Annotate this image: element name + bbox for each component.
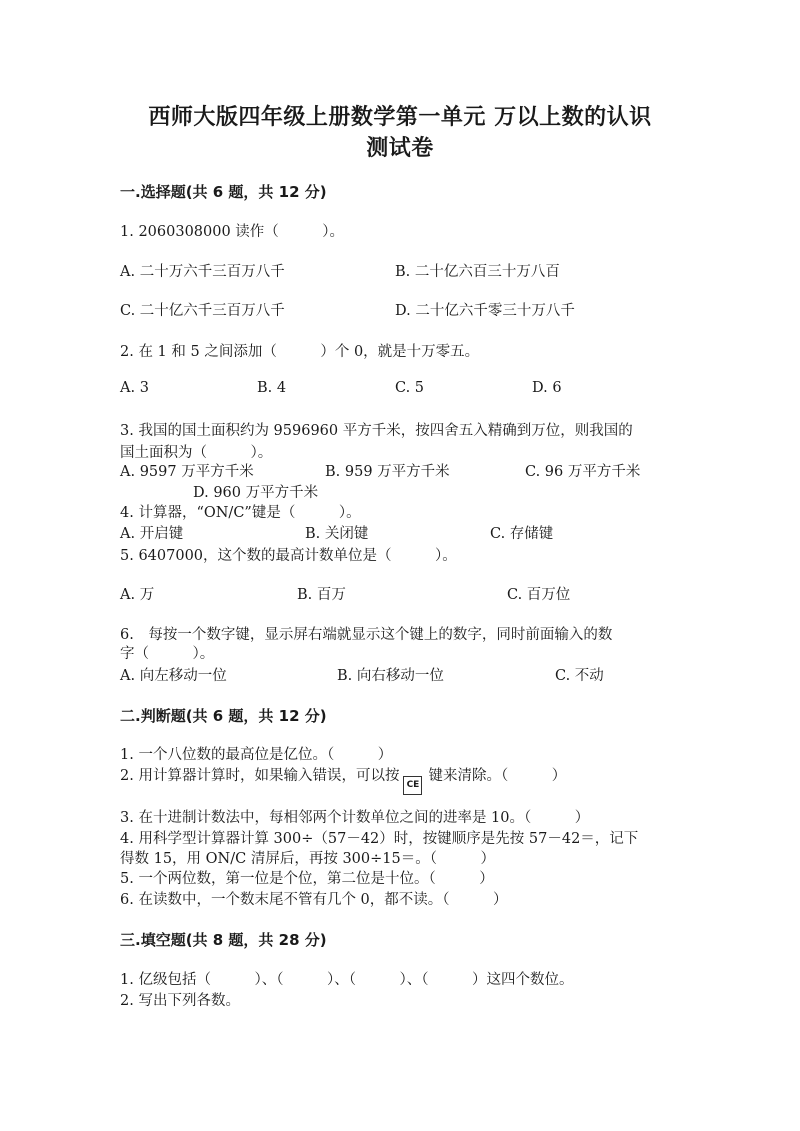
option-b: B. 二十亿六百三十万八百 (395, 264, 560, 280)
question-stem: 5. 一个两位数，第一位是个位，第二位是十位。（ ） (120, 871, 494, 887)
option-b: B. 959 万平方千米 (325, 464, 450, 480)
option-b: B. 百万 (297, 587, 346, 603)
question-stem: 3. 在十进制计数法中，每相邻两个计数单位之间的进率是 10。（ ） (120, 810, 590, 826)
section-heading-fill: 三.填空题(共 8 题，共 28 分) (120, 931, 327, 949)
question-stem (120, 764, 567, 790)
option-c: C. 5 (395, 380, 425, 396)
option-c: C. 不动 (555, 668, 604, 684)
option-a: A. 开启键 (120, 526, 184, 542)
question-stem-cont: 字（ ）。 (120, 646, 215, 662)
question-stem: 4. 用科学型计算器计算 300÷（57－42）时，按键顺序是先按 57－42＝，记下 (120, 831, 639, 847)
question-stem: 6. 每按一个数字键，显示屏右端就显示这个键上的数字，同时前面输入的数 (120, 627, 613, 643)
option-b: B. 4 (257, 380, 287, 396)
question-text: 2. 用计算器计算时，如果输入错误，可以按 (120, 768, 400, 784)
question-stem: 1. 亿级包括（ ）、（ ）、（ ）、（ ）这四个数位。 (120, 972, 574, 988)
section-heading-choice: 一.选择题(共 6 题，共 12 分) (120, 183, 327, 201)
option-b: B. 向右移动一位 (337, 668, 444, 684)
option-c: C. 存储键 (490, 526, 554, 542)
page-title-line2: 测试卷 (366, 136, 434, 161)
question-stem-cont: 国土面积为（ ）。 (120, 445, 273, 461)
option-a: A. 9597 万平方千米 (120, 464, 254, 480)
option-d: D. 960 万平方千米 (193, 485, 319, 501)
ce-key-icon: CE (403, 776, 422, 795)
option-a: A. 向左移动一位 (120, 668, 227, 684)
option-a: A. 3 (120, 380, 149, 396)
question-stem: 4. 计算器，“ON/C”键是（ ）。 (120, 505, 361, 521)
question-stem: 1. 一个八位数的最高位是亿位。（ ） (120, 747, 393, 763)
option-d: D. 6 (532, 380, 562, 396)
option-b: B. 关闭键 (305, 526, 369, 542)
question-text: 键来清除。（ ） (428, 768, 567, 784)
question-stem: 2. 写出下列各数。 (120, 993, 240, 1009)
question-stem: 3. 我国的国土面积约为 9596960 平方千米，按四舍五入精确到万位，则我国的 (120, 423, 633, 439)
question-stem-cont: 得数 15，用 ON/C 清屏后，再按 300÷15＝。（ ） (120, 851, 495, 867)
option-c: C. 百万位 (507, 587, 571, 603)
question-stem: 6. 在读数中，一个数末尾不管有几个 0，都不读。（ ） (120, 892, 508, 908)
option-a: A. 万 (120, 587, 155, 603)
question-stem: 2. 在 1 和 5 之间添加（ ）个 0，就是十万零五。 (120, 344, 480, 360)
option-c: C. 二十亿六千三百万八千 (120, 303, 285, 319)
question-stem: 5. 6407000，这个数的最高计数单位是（ ）。 (120, 548, 457, 564)
section-heading-judge: 二.判断题(共 6 题，共 12 分) (120, 707, 327, 725)
option-a: A. 二十万六千三百万八千 (120, 264, 285, 280)
question-stem: 1. 2060308000 读作（ ）。 (120, 224, 345, 240)
option-d: D. 二十亿六千零三十万八千 (395, 303, 575, 319)
page-title: 西师大版四年级上册数学第一单元 万以上数的认识 (148, 105, 652, 130)
option-c: C. 96 万平方千米 (525, 464, 641, 480)
